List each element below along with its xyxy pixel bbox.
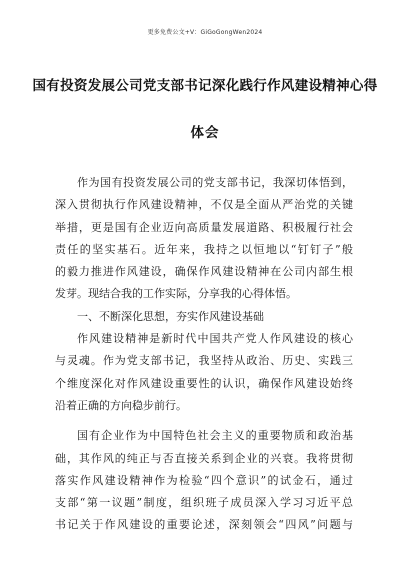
- paragraph-line: 责任的坚实基石。近年来，我持之以恒地以“钉钉子”般: [55, 242, 353, 256]
- paragraph-line: 国有企业作为中国特色社会主义的重要物质和政治基: [77, 429, 353, 443]
- paragraph-line: 落实作风建设精神作为检验“四个意识”的试金石，通过: [55, 473, 353, 487]
- paragraph-line: 的毅力推进作风建设，确保作风建设精神在公司内部生根: [55, 265, 353, 279]
- paragraph-line: 与灵魂。作为党支部书记，我坚持从政治、历史、实践三: [55, 354, 353, 368]
- paragraph-line: 发芽。现结合我的工作实际，分享我的心得体悟。: [55, 287, 297, 301]
- section-heading: [55, 306, 353, 328]
- paragraph-line: 作风建设精神是新时代中国共产党人作风建设的核心: [77, 332, 353, 346]
- paragraph-line: 支部“第一议题”制度，组织班子成员深入学习习近平总: [55, 496, 353, 510]
- paragraph-line: 举措，更是国有企业迈向高质量发展道路、积极履行社会: [55, 220, 353, 234]
- document-title-line-2: 体会: [190, 125, 220, 141]
- paragraph-line: 书记关于作风建设的重要论述，深刻领会“四风”问题与: [55, 518, 353, 532]
- paragraph-line: 础，其作风的纯正与否直接关系到企业的兴衰。我将贯彻: [55, 451, 353, 465]
- paragraph-section-1-a: [55, 328, 353, 417]
- section-heading-text: 一、不断深化思想，夯实作风建设基础: [77, 309, 264, 323]
- document-title-line-1: 国有投资发展公司党支部书记深化践行作风建设精神心得: [32, 78, 378, 94]
- document-body: [55, 172, 353, 537]
- header-note: 更多免费公文+V：GiGoGongWen2024: [147, 29, 263, 36]
- paragraph-line: 作为国有投资发展公司的党支部书记，我深切体悟到，: [77, 176, 353, 189]
- paragraph-gap: [55, 417, 353, 425]
- paragraph-line: 沿着正确的方向稳步前行。: [55, 398, 187, 412]
- paragraph-line: 个维度深化对作风建设重要性的认识，确保作风建设始终: [55, 376, 353, 390]
- paragraph-line: 深入贯彻执行作风建设精神，不仅是全面从严治党的关键: [55, 198, 353, 212]
- paragraph-intro: [55, 172, 353, 306]
- paragraph-section-1-b: [55, 425, 353, 536]
